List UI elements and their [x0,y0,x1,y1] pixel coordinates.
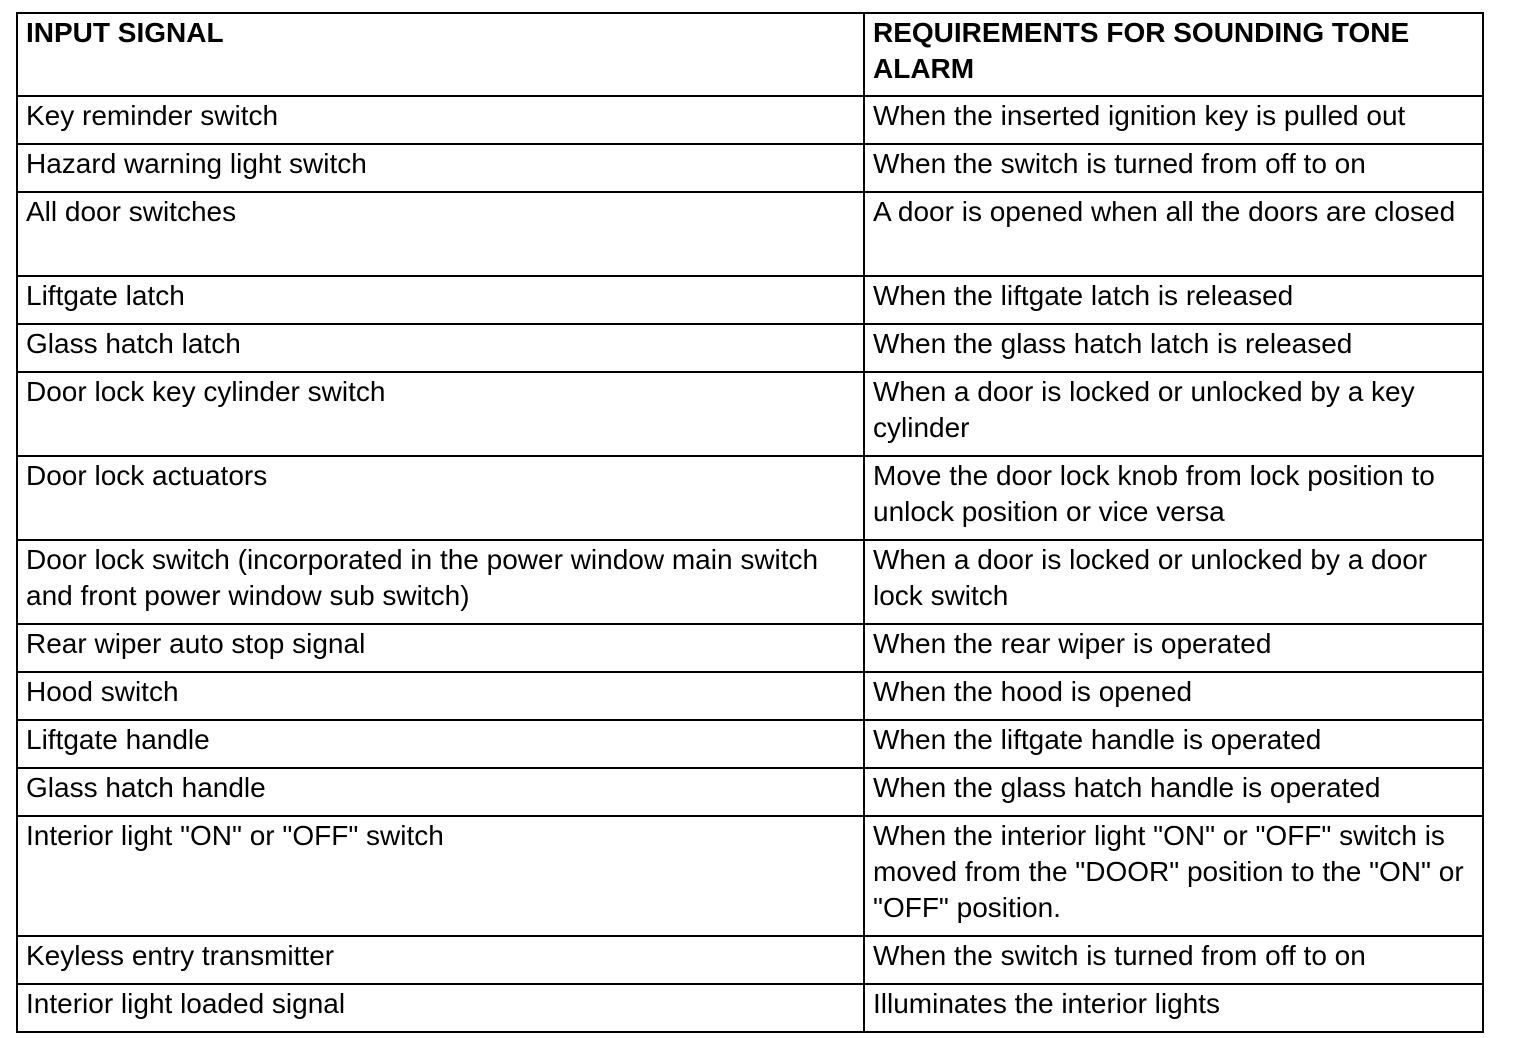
input-signal-cell: Glass hatch handle [17,768,864,816]
table-row [17,540,1483,624]
input-signal-cell: Door lock actuators [17,456,864,540]
input-signal-cell: All door switches [17,192,864,276]
input-signal-cell: Hazard warning light switch [17,144,864,192]
input-signal-cell: Keyless entry transmitter [17,936,864,984]
input-signal-cell: Door lock key cylinder switch [17,372,864,456]
input-signal-cell: Door lock switch (incorporated in the power window main switch and front power window sub switch) [17,540,864,624]
requirement-cell: When a door is locked or unlocked by a door lock switch [864,540,1483,624]
table-row [17,936,1483,984]
table-row [17,720,1483,768]
table-row [17,624,1483,672]
input-signal-cell: Liftgate latch [17,276,864,324]
input-signal-cell: Key reminder switch [17,96,864,144]
requirement-cell: A door is opened when all the doors are closed [864,192,1483,276]
input-signal-cell: Glass hatch latch [17,324,864,372]
requirement-cell: Illuminates the interior lights [864,984,1483,1032]
input-signal-cell: Interior light "ON" or "OFF" switch [17,816,864,936]
header-input-signal: INPUT SIGNAL [17,13,864,96]
requirement-cell: When the liftgate handle is operated [864,720,1483,768]
requirement-cell: When the inserted ignition key is pulled out [864,96,1483,144]
requirement-cell: Move the door lock knob from lock position to unlock position or vice versa [864,456,1483,540]
input-signal-cell: Hood switch [17,672,864,720]
table-row [17,456,1483,540]
input-signal-cell: Rear wiper auto stop signal [17,624,864,672]
table-row [17,144,1483,192]
table-row [17,672,1483,720]
requirement-cell: When the glass hatch latch is released [864,324,1483,372]
input-signal-cell: Interior light loaded signal [17,984,864,1032]
requirement-cell: When the glass hatch handle is operated [864,768,1483,816]
requirement-cell: When the switch is turned from off to on [864,936,1483,984]
header-requirements: REQUIREMENTS FOR SOUNDING TONE ALARM [864,13,1483,96]
table-row [17,768,1483,816]
requirement-cell: When the interior light "ON" or "OFF" switch is moved from the "DOOR" position to the "ON" or "OFF" position. [864,816,1483,936]
table-row [17,984,1483,1032]
table-row [17,276,1483,324]
alarm-requirements-table [16,12,1484,1033]
table-row [17,372,1483,456]
requirement-cell: When the liftgate latch is released [864,276,1483,324]
table-row [17,324,1483,372]
input-signal-cell: Liftgate handle [17,720,864,768]
table-row [17,96,1483,144]
table-row [17,816,1483,936]
requirement-cell: When the hood is opened [864,672,1483,720]
table-row [17,192,1483,276]
requirement-cell: When a door is locked or unlocked by a key cylinder [864,372,1483,456]
requirement-cell: When the switch is turned from off to on [864,144,1483,192]
requirement-cell: When the rear wiper is operated [864,624,1483,672]
table-header-row [17,13,1483,96]
